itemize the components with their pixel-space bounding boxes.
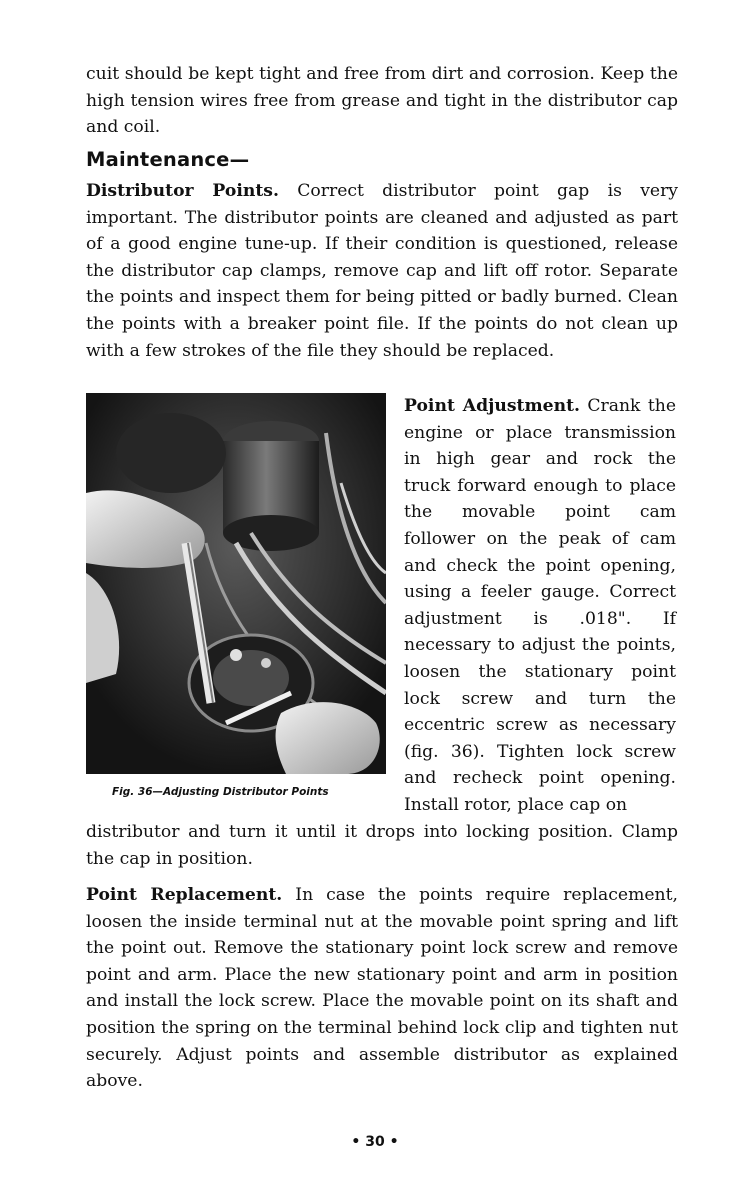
intro-paragraph: cuit should be kept tight and free from dirt and corrosion. Keep the high tension wires free from grease and tight in the distributor cap and coil.	[86, 64, 678, 138]
point-replacement-title: Point Replacement.	[86, 885, 283, 905]
distributor-photo-image	[86, 393, 386, 774]
page-number: • 30 •	[351, 1134, 399, 1150]
point-replacement-body: In case the points require replacement, loosen the inside terminal nut at the movable point spring and lift the point out. Remove the stationary point lock screw and remove point and arm. Place the new stationary point and arm in position and install the lock screw. Place the movable point on its shaft and position the spring on the terminal behind lock clip and tighten nut securely. Adjust points and assemble distributor as explained above.	[86, 885, 678, 1092]
distributor-points-paragraph	[86, 178, 678, 364]
point-replacement-paragraph	[86, 882, 678, 1095]
point-adjustment-title: Point Adjustment.	[404, 396, 580, 416]
point-adjustment-continuation: distributor and turn it until it drops into locking position. Clamp the cap in position.	[86, 822, 678, 869]
figure-36-photo	[86, 393, 386, 774]
distributor-points-title: Distributor Points.	[86, 181, 279, 201]
maintenance-heading: Maintenance—	[86, 148, 250, 171]
distributor-points-body: Correct distributor point gap is very important. The distributor points are cleaned and adjusted as part of a good engine tune-up. If their condition is questioned, release the distributor cap clamps, remove cap and lift off rotor. Separate the points and inspect them for being pitted or badly burned. Clean the points with a breaker point file. If the points do not clean up with a few strokes of the file they should be replaced.	[86, 181, 678, 361]
point-adjustment-body: Crank the engine or place transmission in high gear and rock the truck forward enough to place the movable point cam follower on the peak of cam and check the point opening, using a feeler gauge. Correct adjustment is .018". If necessary to adjust the points, loosen the stationary point lock screw and turn the eccentric screw as necessary (fig. 36). Tighten lock screw and recheck point opening. Install rotor, place cap on	[404, 396, 676, 815]
figure-caption: Fig. 36—Adjusting Distributor Points	[112, 786, 329, 798]
point-adjustment-paragraph	[404, 393, 676, 819]
